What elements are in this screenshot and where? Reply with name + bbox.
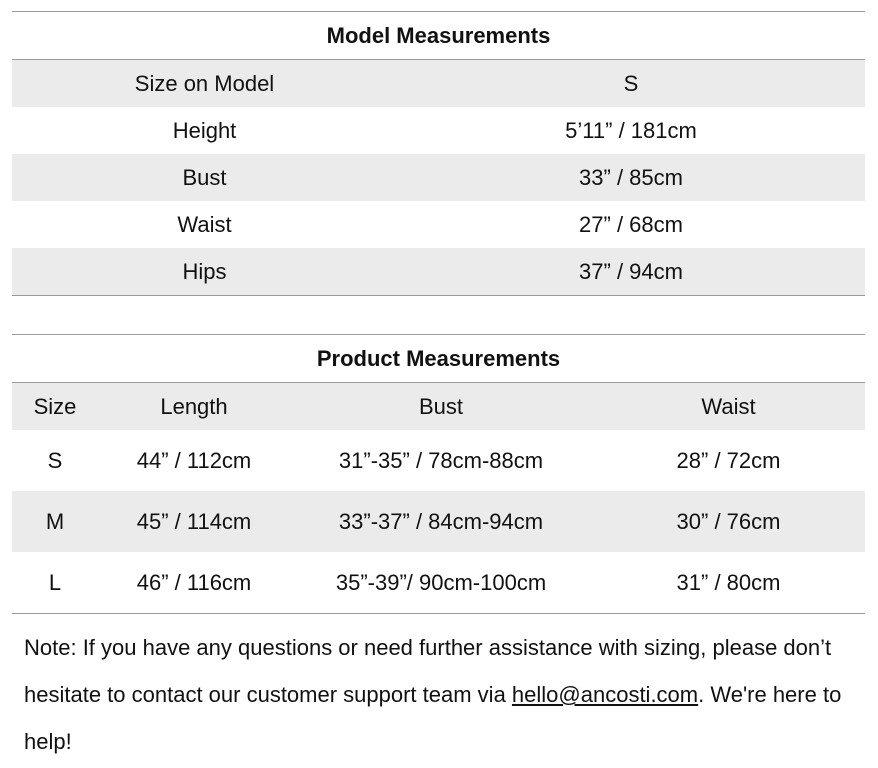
waist-cell: 30” / 76cm [676, 508, 781, 534]
table-row [12, 154, 865, 201]
table-row [12, 248, 865, 296]
size-cell: L [48, 569, 62, 595]
table-row [12, 552, 865, 614]
table-row [12, 491, 865, 552]
row-value: S [623, 70, 639, 96]
row-value: 27” / 68cm [579, 211, 683, 237]
column-header-bust: Bust [418, 393, 464, 419]
product-measurements-table [12, 334, 865, 614]
size-cell: M [45, 508, 65, 534]
table-row [12, 60, 865, 107]
model-measurements-table [12, 11, 865, 296]
waist-cell: 31” / 80cm [676, 569, 781, 595]
length-cell: 44” / 112cm [136, 447, 252, 473]
row-label: Height [172, 117, 237, 143]
row-label: Size on Model [134, 70, 275, 96]
sizing-note [24, 624, 864, 765]
note-text: Note: If you have any questions or need further assistance with sizing, please don’t hesitate to contact our customer support team via [24, 635, 832, 707]
model-measurements-title: Model Measurements [12, 11, 865, 60]
column-header-size: Size [33, 393, 77, 419]
row-value: 33” / 85cm [579, 164, 683, 190]
table-row [12, 201, 865, 248]
row-label: Waist [177, 211, 232, 237]
support-email-link[interactable]: hello@ancosti.com [511, 682, 699, 707]
product-measurements-title: Product Measurements [12, 334, 865, 383]
note-text-end: . We're here to help! [24, 682, 842, 754]
table-row [12, 107, 865, 154]
column-header-waist: Waist [701, 393, 756, 419]
length-cell: 45” / 114cm [136, 508, 252, 534]
row-label: Bust [182, 164, 227, 190]
table-header-row [12, 383, 865, 430]
bust-cell: 33”-37” / 84cm-94cm [338, 508, 544, 534]
bust-cell: 35”-39”/ 90cm-100cm [335, 569, 547, 595]
table-row [12, 430, 865, 491]
size-cell: S [47, 447, 63, 473]
row-value: 37” / 94cm [579, 258, 683, 284]
row-value: 5’11” / 181cm [565, 117, 697, 143]
row-label: Hips [182, 258, 227, 284]
length-cell: 46” / 116cm [136, 569, 252, 595]
waist-cell: 28” / 72cm [676, 447, 781, 473]
bust-cell: 31”-35” / 78cm-88cm [338, 447, 544, 473]
column-header-length: Length [160, 393, 228, 419]
